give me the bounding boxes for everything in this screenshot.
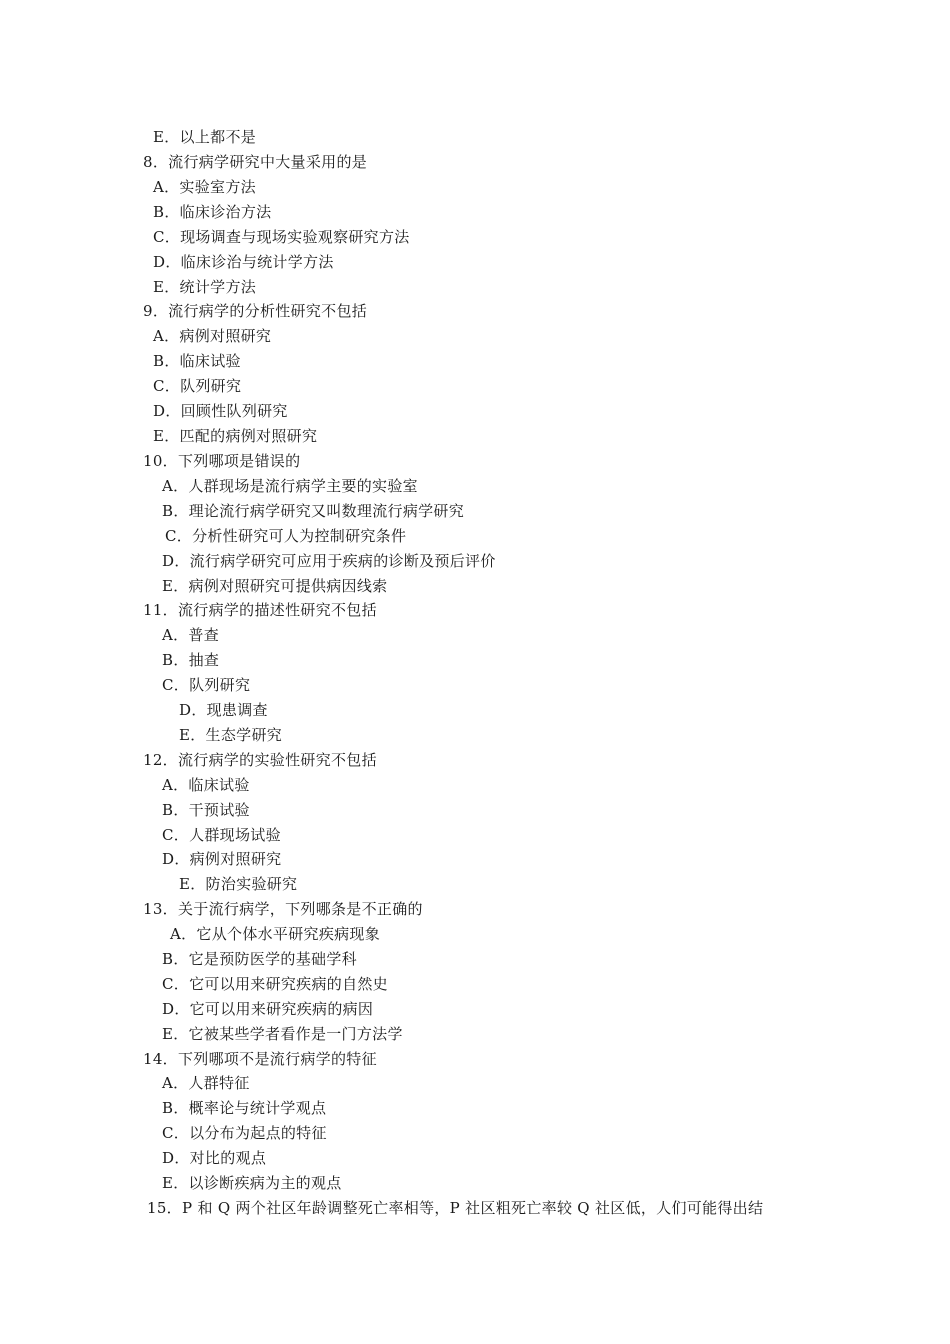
- option-line: E．以诊断疾病为主的观点: [162, 1174, 342, 1192]
- option-line: D．它可以用来研究疾病的病因: [162, 1000, 374, 1018]
- option-line: C．人群现场试验: [162, 826, 281, 844]
- option-line: C．它可以用来研究疾病的自然史: [162, 975, 388, 993]
- option-line: D．临床诊治与统计学方法: [153, 253, 334, 271]
- option-line: C．现场调查与现场实验观察研究方法: [153, 228, 410, 246]
- option-line: C．队列研究: [162, 676, 251, 694]
- option-line: B．理论流行病学研究又叫数理流行病学研究: [162, 502, 465, 520]
- option-line: E．生态学研究: [179, 726, 283, 744]
- option-line: E．统计学方法: [153, 278, 257, 296]
- question-line: 10．下列哪项是错误的: [143, 452, 301, 470]
- question-line: 9．流行病学的分析性研究不包括: [143, 302, 368, 320]
- option-line: B．抽查: [162, 651, 220, 669]
- option-line: B．干预试验: [162, 801, 250, 819]
- option-line: D．对比的观点: [162, 1149, 267, 1167]
- option-line: C．队列研究: [153, 377, 242, 395]
- option-line: A．人群现场是流行病学主要的实验室: [162, 477, 418, 495]
- option-line: A．普查: [162, 626, 220, 644]
- option-line: D．回顾性队列研究: [153, 402, 288, 420]
- option-line: B．临床试验: [153, 352, 241, 370]
- option-line: A．临床试验: [162, 776, 250, 794]
- option-line: D．现患调查: [179, 701, 268, 719]
- option-line: A．实验室方法: [153, 178, 256, 196]
- option-line: B．它是预防医学的基础学科: [162, 950, 357, 968]
- option-line: B．临床诊治方法: [153, 203, 272, 221]
- question-line: 15．P 和 Q 两个社区年龄调整死亡率相等，P 社区粗死亡率较 Q 社区低，人们可能得出结: [147, 1199, 764, 1217]
- question-line: 13．关于流行病学，下列哪条是不正确的: [143, 900, 423, 918]
- option-line: A．人群特征: [162, 1074, 250, 1092]
- question-line: 14．下列哪项不是流行病学的特征: [143, 1050, 377, 1068]
- question-line: 8．流行病学研究中大量采用的是: [143, 153, 368, 171]
- option-line: C．以分布为起点的特征: [162, 1124, 327, 1142]
- option-line: B．概率论与统计学观点: [162, 1099, 327, 1117]
- option-line: D．流行病学研究可应用于疾病的诊断及预后评价: [162, 552, 496, 570]
- option-line: E．匹配的病例对照研究: [153, 427, 318, 445]
- option-line: E．防治实验研究: [179, 875, 298, 893]
- option-line: C．分析性研究可人为控制研究条件: [165, 527, 407, 545]
- option-line: D．病例对照研究: [162, 850, 282, 868]
- option-line: E．病例对照研究可提供病因线索: [162, 577, 388, 595]
- option-line: E．它被某些学者看作是一门方法学: [162, 1025, 403, 1043]
- option-line: A．它从个体水平研究疾病现象: [170, 925, 381, 943]
- question-line: 12．流行病学的实验性研究不包括: [143, 751, 377, 769]
- question-line: 11．流行病学的描述性研究不包括: [143, 601, 377, 619]
- option-line: A．病例对照研究: [153, 327, 272, 345]
- option-line: E．以上都不是: [153, 128, 257, 146]
